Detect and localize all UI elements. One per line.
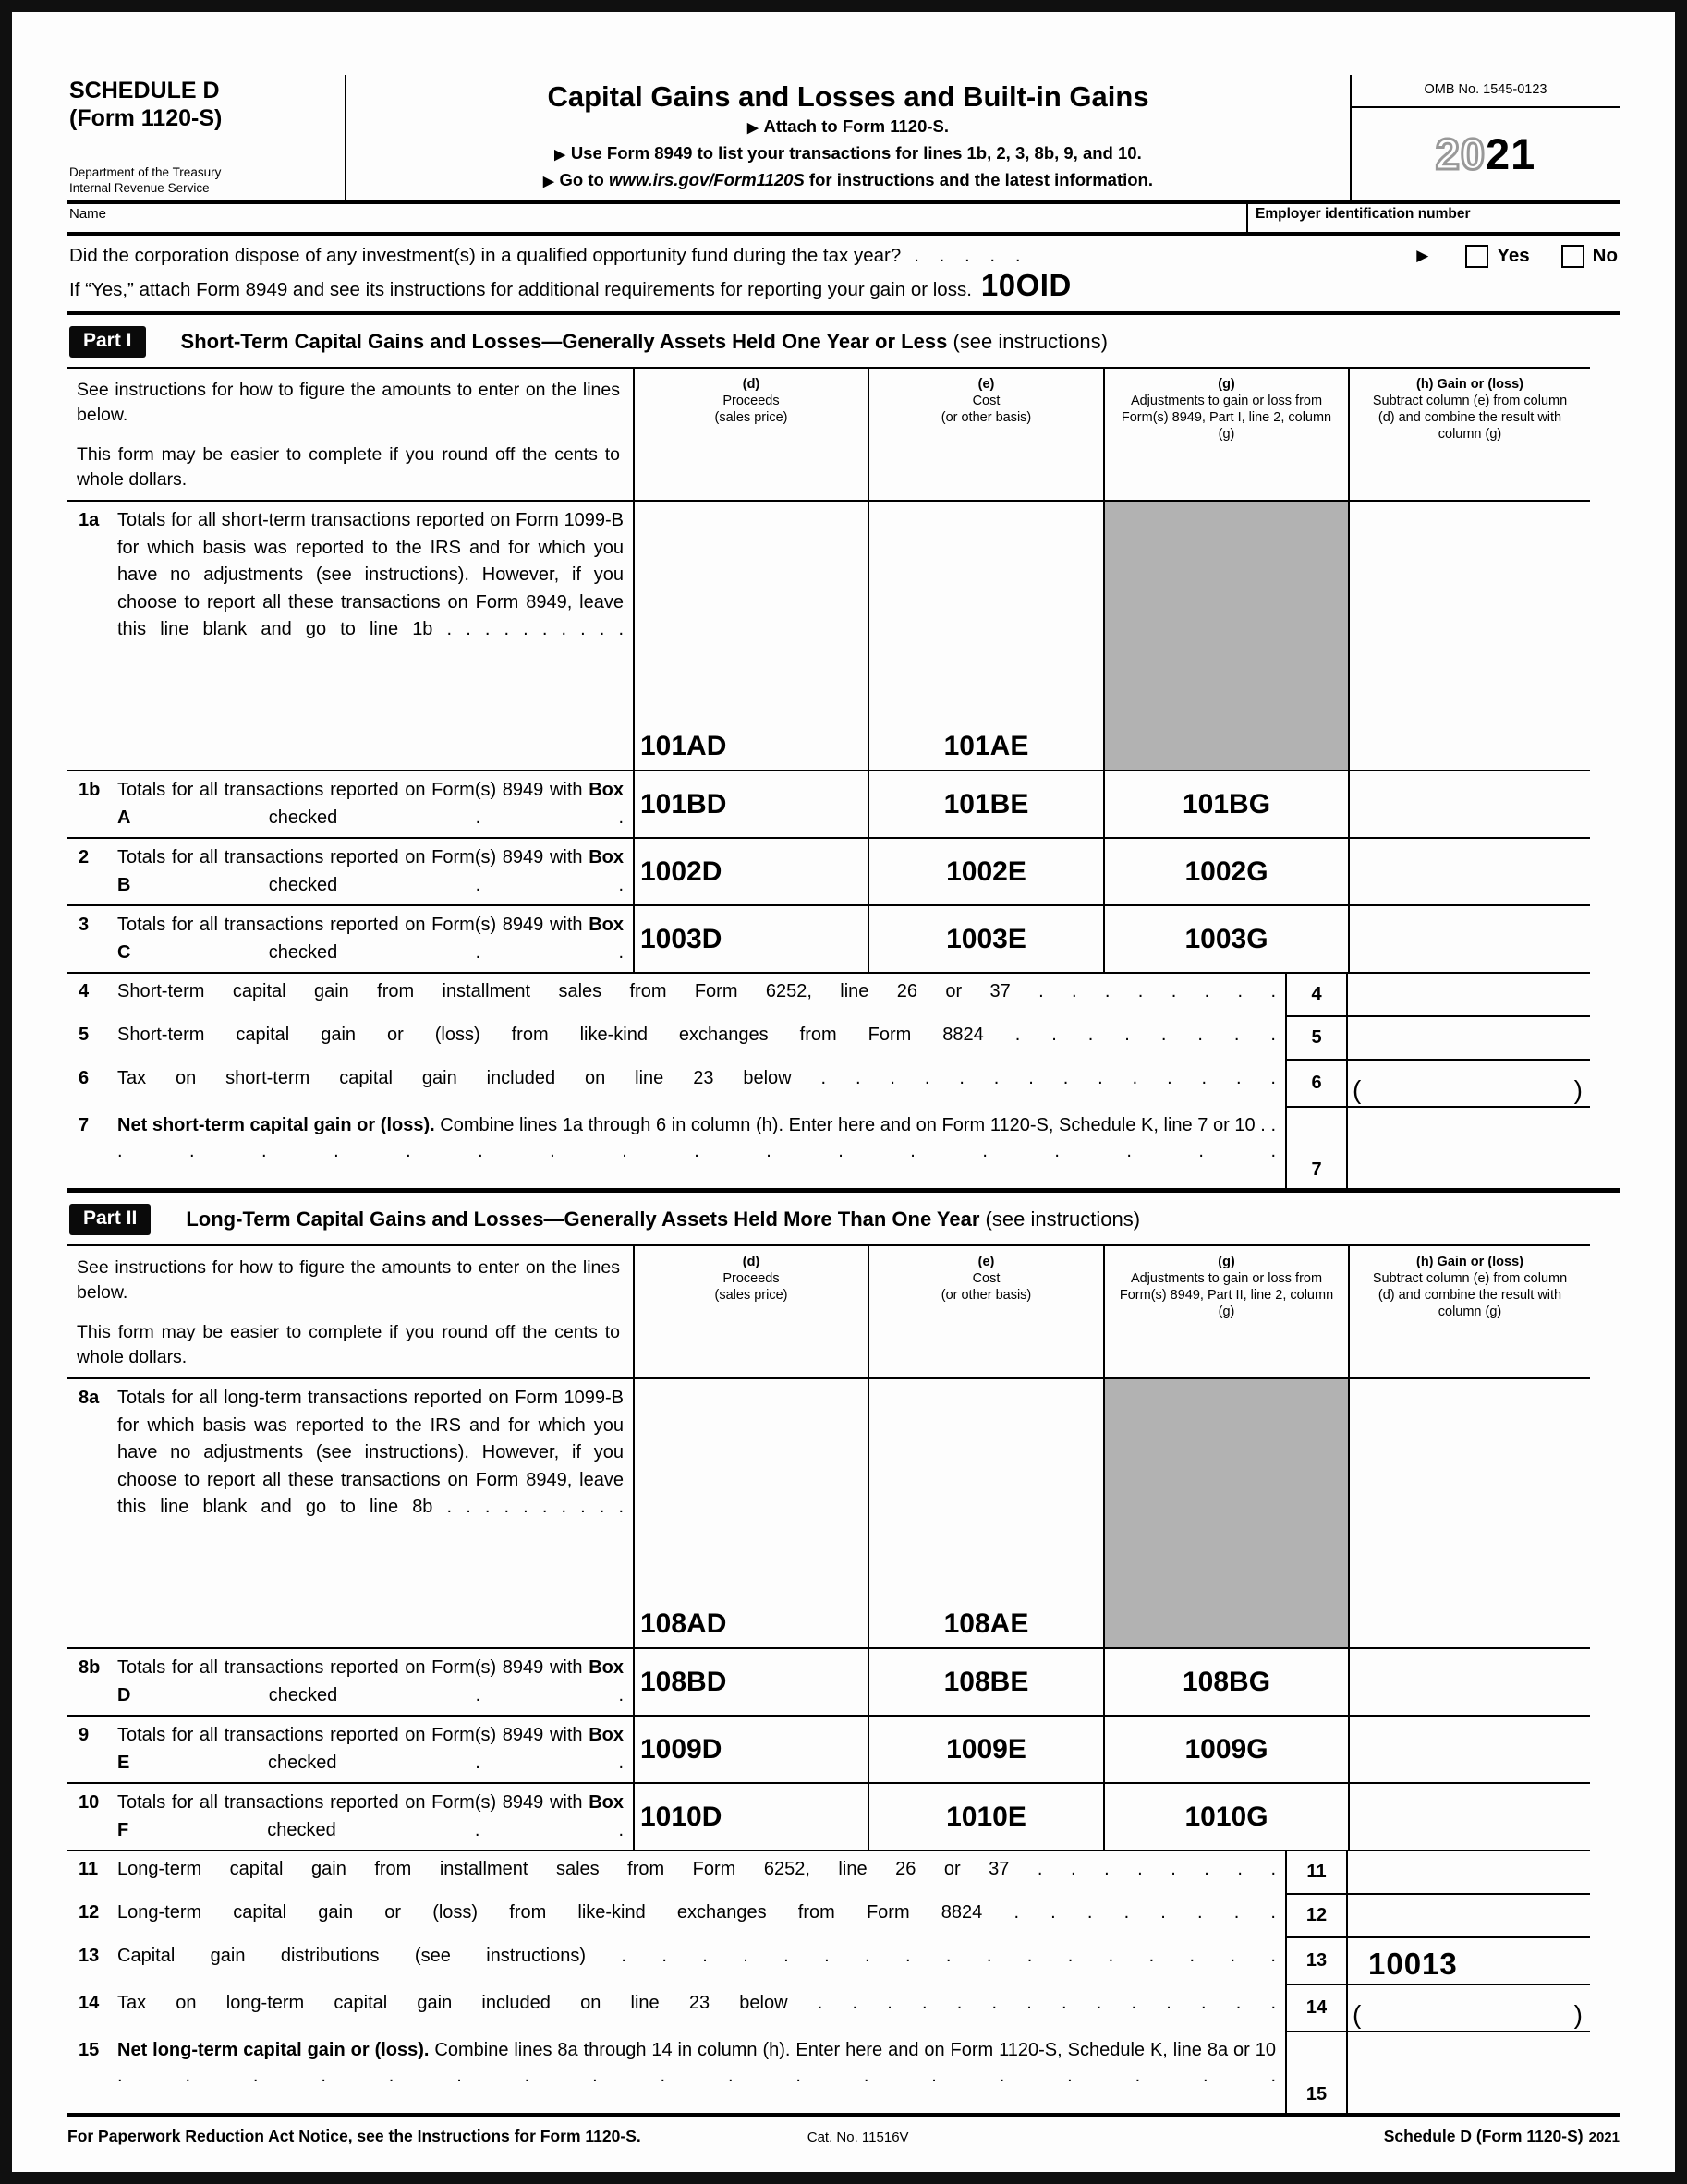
line-12-box: 12: [1285, 1895, 1348, 1938]
col-g-tag: (g): [1218, 377, 1235, 392]
question-line2: [69, 270, 1620, 306]
department-label: [69, 164, 339, 196]
row-2-cost-value[interactable]: 1002E: [868, 839, 1103, 904]
dot-leader: . . . . . . . .: [1013, 1902, 1276, 1923]
goto-pre-text: Go to: [559, 170, 609, 189]
question-line2-text: If “Yes,” attach Form 8949 and see its instructions for additional requirements for reporting your gain or loss.: [69, 279, 972, 300]
row-8b-description: [67, 1649, 633, 1715]
row-10-cost-value[interactable]: 1010E: [868, 1784, 1103, 1850]
dot-leader: . .: [475, 1752, 624, 1773]
part2-title-text: Long-Term Capital Gains and Losses—Generally Assets Held More Than One Year: [186, 1207, 986, 1231]
row-3-text: [117, 912, 627, 966]
line-4-text: [117, 978, 1280, 1013]
dot-leader: . . . . . . . . . .: [446, 619, 625, 639]
header-right-block: [1350, 75, 1620, 200]
row-8a-adjustments-shaded-cell: [1103, 1379, 1348, 1647]
col-g-tag: (g): [1218, 1255, 1235, 1269]
part1-column-headers: [67, 369, 1590, 502]
row-1b-description: [67, 771, 633, 837]
footer-form-name: Schedule D (Form 1120-S): [1383, 2127, 1584, 2145]
form-content: [67, 75, 1620, 2146]
row-8b: [67, 1649, 1590, 1717]
row-1a-description: [67, 502, 633, 770]
row-1b-number: 1b: [79, 780, 101, 800]
row-1b-pre: Totals for all transactions reported on Form(s) 8949 with: [117, 780, 589, 800]
part1-instr1: See instructions for how to figure the amounts to enter on the lines below.: [77, 380, 620, 425]
row-9-proceeds-value[interactable]: 1009D: [633, 1717, 868, 1782]
row-9-boxlabel: Box E: [117, 1725, 624, 1773]
part2-title: [186, 1207, 1140, 1232]
row-2-pre: Totals for all transactions reported on Form(s) 8949 with: [117, 847, 589, 868]
line-15-text: [117, 2037, 1280, 2109]
row-10: [67, 1784, 1590, 1851]
goto-instruction: [356, 167, 1341, 194]
line-7-amount-cell[interactable]: [1348, 1108, 1590, 1188]
irs-url-link[interactable]: www.irs.gov/Form1120S: [608, 170, 805, 189]
line-5-text: [117, 1022, 1280, 1057]
dept-line2: Internal Revenue Service: [69, 181, 210, 195]
col-d-tag: (d): [742, 377, 760, 392]
dot-leader: . . . . . . . .: [1037, 1859, 1276, 1879]
close-paren: ): [1573, 1075, 1583, 1104]
tax-year-solid: 21: [1486, 129, 1536, 178]
line-7-box: 7: [1285, 1108, 1348, 1188]
col-d-line2: (sales price): [714, 410, 788, 425]
line-12-description: [67, 1895, 1285, 1938]
line-13-text: [117, 1943, 1280, 1982]
header-center-block: [346, 75, 1350, 200]
row-9-adjustments-value[interactable]: 1009G: [1103, 1717, 1348, 1782]
row-2-boxlabel: Box B: [117, 847, 624, 895]
line-11-amount-cell[interactable]: [1348, 1851, 1590, 1895]
row-2-adjustments-value[interactable]: 1002G: [1103, 839, 1348, 904]
line-11-number: 11: [79, 1859, 99, 1879]
col-g-header: [1103, 369, 1348, 500]
line-12: [67, 1895, 1590, 1938]
line-12-body: Long-term capital gain or (loss) from like-kind exchanges from Form 8824: [117, 1902, 1014, 1923]
dot-leader: . . . . . . . .: [1014, 1025, 1276, 1045]
row-3-post: checked: [130, 941, 476, 963]
row-8b-boxlabel: Box D: [117, 1657, 624, 1705]
dot-leader: . .: [475, 874, 625, 895]
identity-row: [67, 204, 1620, 236]
no-checkbox[interactable]: [1561, 245, 1584, 268]
line-6-text: [117, 1065, 1280, 1104]
line-5-number: 5: [79, 1025, 90, 1045]
pointer-icon: ▶: [554, 147, 565, 163]
line-14: [67, 1985, 1590, 2032]
col-h-tag: (h) Gain or (loss): [1416, 1255, 1523, 1269]
row-1b-boxlabel: Box A: [117, 780, 624, 828]
line-12-text: [117, 1899, 1280, 1935]
col-d-line1: Proceeds: [722, 394, 780, 408]
line-13-amount-cell[interactable]: [1348, 1938, 1590, 1985]
name-label: Name: [69, 206, 107, 222]
line-5-body: Short-term capital gain or (loss) from like-kind exchanges from Form 8824: [117, 1025, 1015, 1045]
row-2-description: [67, 839, 633, 904]
line-6-amount-cell[interactable]: [1348, 1061, 1590, 1108]
col-d-header: [633, 369, 868, 500]
row-1a-gain-cell[interactable]: [1348, 502, 1590, 770]
row-9-pre: Totals for all transactions reported on Form(s) 8949 with: [117, 1725, 589, 1745]
line-12-amount-cell[interactable]: [1348, 1895, 1590, 1938]
line-15-box: 15: [1285, 2032, 1348, 2113]
row-2-post: checked: [130, 874, 476, 895]
part1-title: [181, 330, 1108, 354]
row-3-adjustments-value[interactable]: 1003G: [1103, 906, 1348, 972]
row-2: [67, 839, 1590, 906]
row-9-number: 9: [79, 1725, 90, 1745]
row-1a-adjustments-shaded-cell: [1103, 502, 1348, 770]
ein-label: Employer identification number: [1256, 206, 1471, 222]
row-10-pre: Totals for all transactions reported on Form(s) 8949 with: [117, 1792, 589, 1813]
part2-instr1: See instructions for how to figure the amounts to enter on the lines below.: [77, 1257, 620, 1303]
part1-bar: [69, 326, 1620, 358]
part2-instr2: This form may be easier to complete if you round off the cents to whole dollars.: [77, 1322, 620, 1367]
line-14-box: 14: [1285, 1985, 1348, 2032]
dot-leader: . .: [475, 1684, 625, 1705]
col-g-body: Adjustments to gain or loss from Form(s) 8949, Part II, line 2, column (g): [1119, 1271, 1334, 1319]
footer-form-id: [1384, 2127, 1620, 2146]
use-8949-instruction: [356, 140, 1341, 167]
row-1b-gain-cell[interactable]: [1348, 771, 1590, 837]
name-field-area[interactable]: [67, 204, 1246, 232]
close-paren: ): [1573, 2000, 1583, 2029]
row-1a-text: [117, 507, 627, 764]
part1-see-instructions: (see instructions): [953, 330, 1108, 353]
col-d-tag: (d): [742, 1255, 760, 1269]
dot-leader: . . . . . . . . . .: [446, 1497, 625, 1517]
dot-leader: . . . . . . . .: [1038, 981, 1276, 1001]
use-8949-text: Use Form 8949 to list your transactions for lines 1b, 2, 3, 8b, 9, and 10.: [570, 143, 1142, 163]
col-e-line1: Cost: [972, 394, 1001, 408]
row-8a: [67, 1379, 1590, 1649]
row-1a-number: 1a: [79, 510, 100, 530]
row-1b-adjustments-value[interactable]: 101BG: [1103, 771, 1348, 837]
pointer-icon: ▶: [543, 174, 554, 189]
pointer-icon: ▶: [746, 120, 759, 136]
col-d-line2: (sales price): [714, 1288, 788, 1303]
line-11: [67, 1851, 1590, 1895]
row-3-cost-value[interactable]: 1003E: [868, 906, 1103, 972]
dot-leader: . . . . . . . . . . . . . . . . . .: [117, 2066, 1276, 2086]
col-g-header: [1103, 1246, 1348, 1377]
row-10-text: [117, 1790, 627, 1844]
no-label: No: [1592, 245, 1618, 266]
row-3-boxlabel: Box C: [117, 915, 624, 963]
row-8b-pre: Totals for all transactions reported on Form(s) 8949 with: [117, 1657, 589, 1678]
part2-label: Part II: [69, 1204, 151, 1235]
footer-year: 2021: [1588, 2129, 1620, 2145]
line-5-amount-cell[interactable]: [1348, 1017, 1590, 1061]
line-7: [67, 1108, 1590, 1188]
line-14-text: [117, 1990, 1280, 2029]
row-2-text: [117, 844, 627, 899]
line-11-body: Long-term capital gain from installment sales from Form 6252, line 26 or 37: [117, 1859, 1038, 1879]
row-10-description: [67, 1784, 633, 1850]
attach-instruction: [356, 114, 1341, 140]
line-7-body: Combine lines 1a through 6 in column (h). Enter here and on Form 1120-S, Schedule K, line 7 or 10: [434, 1115, 1261, 1135]
line-15-amount-cell[interactable]: [1348, 2032, 1590, 2113]
col-e-line1: Cost: [972, 1271, 1001, 1286]
line-6-description: [67, 1061, 1285, 1108]
line-13-description: [67, 1938, 1285, 1985]
row-8b-text: [117, 1655, 627, 1709]
row-2-number: 2: [79, 847, 90, 868]
row-10-number: 10: [79, 1792, 100, 1813]
form-footer: [67, 2127, 1620, 2146]
line-7-number: 7: [79, 1115, 90, 1135]
row-3-gain-cell[interactable]: [1348, 906, 1590, 972]
line-12-number: 12: [79, 1902, 100, 1923]
part1-title-text: Short-Term Capital Gains and Losses—Generally Assets Held One Year or Less: [180, 330, 953, 353]
opportunity-fund-question: [67, 236, 1620, 315]
row-8b-number: 8b: [79, 1657, 101, 1678]
line-6-number: 6: [79, 1068, 90, 1088]
row-1b-text: [117, 777, 627, 831]
dot-leader: . .: [475, 807, 625, 828]
col-e-header: [868, 1246, 1103, 1377]
row-3-description: [67, 906, 633, 972]
line-14-description: [67, 1985, 1285, 2032]
row-3-proceeds-value[interactable]: 1003D: [633, 906, 868, 972]
form-number-label: (Form 1120-S): [69, 105, 223, 131]
col-e-tag: (e): [977, 1255, 995, 1269]
row-1b-cost-value[interactable]: 101BE: [868, 771, 1103, 837]
line-7-description: [67, 1108, 1285, 1188]
col-d-header: [633, 1246, 868, 1377]
paperwork-notice: For Paperwork Reduction Act Notice, see the Instructions for Form 1120-S.: [67, 2127, 641, 2145]
row-1b-proceeds-value[interactable]: 101BD: [633, 771, 868, 837]
line-4: [67, 974, 1590, 1017]
row-9-cost-value[interactable]: 1009E: [868, 1717, 1103, 1782]
line-5-box: 5: [1285, 1017, 1348, 1061]
line-14-body: Tax on long-term capital gain included on line 23 below: [117, 1993, 818, 2013]
part1-table: [67, 367, 1590, 1188]
row-3-number: 3: [79, 915, 90, 935]
row-8a-description: [67, 1379, 633, 1647]
row-8b-adjustments-value[interactable]: 108BG: [1103, 1649, 1348, 1715]
header-left-block: [67, 75, 346, 200]
line-15-description: [67, 2032, 1285, 2113]
line-4-number: 4: [79, 981, 90, 1001]
catalog-number: Cat. No. 11516V: [807, 2129, 909, 2145]
row-10-proceeds-value[interactable]: 1010D: [633, 1784, 868, 1850]
dot-leader: . .: [475, 941, 625, 963]
line-15-bold: Net long-term capital gain or (loss).: [117, 2040, 430, 2060]
row-1a-proceeds-value[interactable]: 101AD: [633, 502, 868, 770]
form-title: Capital Gains and Losses and Built-in Gains: [547, 80, 1149, 113]
row-8a-body: Totals for all long-term transactions reported on Form 1099-B for which basis was reported to the IRS and for which you have no adjustments (see instructions). However, if you choose to report all these transactions on Form 8949, leave this line blank and go to line 8b: [117, 1388, 624, 1517]
row-10-adjustments-value[interactable]: 1010G: [1103, 1784, 1348, 1850]
row-10-gain-cell[interactable]: [1348, 1784, 1590, 1850]
row-2-gain-cell[interactable]: [1348, 839, 1590, 904]
schedule-label: SCHEDULE D: [69, 78, 220, 103]
col-h-tag: (h) Gain or (loss): [1416, 377, 1523, 392]
line-4-description: [67, 974, 1285, 1017]
col-e-line2: (or other basis): [941, 1288, 1032, 1303]
line-13-number: 13: [79, 1946, 100, 1966]
row-9-description: [67, 1717, 633, 1782]
col-e-line2: (or other basis): [941, 410, 1032, 425]
line-13: [67, 1938, 1590, 1985]
part2-end-rule: [67, 2113, 1620, 2117]
line-15: [67, 2032, 1590, 2113]
col-h-header: [1348, 1246, 1590, 1377]
dot-leader: . .: [474, 1819, 624, 1840]
question-fill-value[interactable]: 10OID: [980, 268, 1072, 302]
part2-see-instructions: (see instructions): [985, 1207, 1141, 1231]
row-10-post: checked: [128, 1819, 475, 1840]
line-4-body: Short-term capital gain from installment sales from Form 6252, line 26 or 37: [117, 981, 1039, 1001]
question-line1: [69, 242, 1620, 270]
line-15-body: Combine lines 8a through 14 in column (h). Enter here and on Form 1120-S, Schedule K, line 8a or 10: [429, 2040, 1276, 2060]
line-14-amount-cell[interactable]: [1348, 1985, 1590, 2032]
dot-leader: . . . . . . . . . . . . . .: [817, 1993, 1277, 2013]
dot-leader: . . . . . . . . . . . . . . . . .: [621, 1946, 1276, 1966]
line-5-description: [67, 1017, 1285, 1061]
row-1b-post: checked: [130, 807, 476, 828]
question-text: Did the corporation dispose of any investment(s) in a qualified opportunity fund during the tax year?: [69, 245, 902, 266]
omb-number: OMB No. 1545-0123: [1352, 75, 1620, 108]
part1-label: Part I: [69, 326, 146, 358]
line-4-amount-cell[interactable]: [1348, 974, 1590, 1017]
row-8b-gain-cell[interactable]: [1348, 1649, 1590, 1715]
row-9: [67, 1717, 1590, 1784]
col-h-body: Subtract column (e) from column (d) and combine the result with column (g): [1372, 1271, 1568, 1319]
col-h-body: Subtract column (e) from column (d) and combine the result with column (g): [1372, 394, 1568, 442]
col-g-body: Adjustments to gain or loss from Form(s) 8949, Part I, line 2, column (g): [1121, 394, 1332, 442]
line-13-box: 13: [1285, 1938, 1348, 1985]
line-11-text: [117, 1856, 1280, 1891]
row-8b-cost-value[interactable]: 108BE: [868, 1649, 1103, 1715]
line-6: [67, 1061, 1590, 1108]
part2-column-headers: [67, 1246, 1590, 1379]
row-8b-proceeds-value[interactable]: 108BD: [633, 1649, 868, 1715]
line-7-text: [117, 1112, 1280, 1184]
line-4-box: 4: [1285, 974, 1348, 1017]
tax-year: [1352, 128, 1620, 179]
row-8b-post: checked: [130, 1684, 476, 1705]
yes-checkbox[interactable]: [1465, 245, 1488, 268]
yes-label: Yes: [1497, 245, 1530, 266]
row-8a-proceeds-value[interactable]: 108AD: [633, 1379, 868, 1647]
line-11-box: 11: [1285, 1851, 1348, 1895]
line-11-description: [67, 1851, 1285, 1895]
open-paren: (: [1353, 1075, 1362, 1104]
row-1b: [67, 771, 1590, 839]
dept-line1: Department of the Treasury: [69, 165, 222, 179]
row-9-text: [117, 1722, 627, 1777]
pointer-icon: ▶: [1416, 247, 1429, 264]
col-e-header: [868, 369, 1103, 500]
col-e-tag: (e): [977, 377, 995, 392]
question-answers: [1416, 242, 1620, 270]
row-9-post: checked: [129, 1752, 476, 1773]
line-14-number: 14: [79, 1993, 100, 2013]
row-8a-gain-cell[interactable]: [1348, 1379, 1590, 1647]
dot-leader: . . . . . . . . . . . . . .: [820, 1068, 1276, 1088]
form-header: [67, 75, 1620, 204]
col-h-header: [1348, 369, 1590, 500]
row-1a: [67, 502, 1590, 771]
row-3-pre: Totals for all transactions reported on Form(s) 8949 with: [117, 915, 589, 935]
line-15-number: 15: [79, 2040, 100, 2060]
part1-end-rule: [67, 1188, 1620, 1193]
attach-text: Attach to Form 1120-S.: [763, 116, 949, 136]
line-6-box: 6: [1285, 1061, 1348, 1108]
col-d-line1: Proceeds: [722, 1271, 780, 1286]
part1-instructions-cell: [67, 369, 633, 500]
row-2-proceeds-value[interactable]: 1002D: [633, 839, 868, 904]
open-paren: (: [1353, 2000, 1362, 2029]
line-13-amount-value[interactable]: 10013: [1368, 1947, 1458, 1981]
part2-instructions-cell: [67, 1246, 633, 1377]
row-9-gain-cell[interactable]: [1348, 1717, 1590, 1782]
dot-leader: . . . . . . . . . . . . . . . . . . .: [117, 1115, 1277, 1161]
ein-field-area[interactable]: [1246, 204, 1620, 232]
row-8a-text: [117, 1385, 627, 1642]
dot-leader: . . . . .: [914, 245, 1021, 266]
part1-instr2: This form may be easier to complete if you round off the cents to whole dollars.: [77, 444, 620, 490]
part2-bar: [69, 1204, 1620, 1235]
row-8a-cost-value[interactable]: 108AE: [868, 1379, 1103, 1647]
row-8a-number: 8a: [79, 1388, 100, 1408]
goto-post-text: for instructions and the latest information.: [804, 170, 1153, 189]
tax-year-outline: 20: [1435, 129, 1486, 178]
line-5: [67, 1017, 1590, 1061]
part2-table: [67, 1244, 1590, 2113]
row-3: [67, 906, 1590, 974]
line-7-bold: Net short-term capital gain or (loss).: [117, 1115, 435, 1135]
line-6-body: Tax on short-term capital gain included on line 23 below: [117, 1068, 821, 1088]
row-1a-cost-value[interactable]: 101AE: [868, 502, 1103, 770]
line-13-body: Capital gain distributions (see instructions): [117, 1946, 622, 1966]
row-1a-body: Totals for all short-term transactions reported on Form 1099-B for which basis was reported to the IRS and for which you have no adjustments (see instructions). However, if you choose to report all these transactions on Form 8949, leave this line blank and go to line 1b: [117, 510, 624, 639]
row-10-boxlabel: Box F: [117, 1792, 624, 1840]
